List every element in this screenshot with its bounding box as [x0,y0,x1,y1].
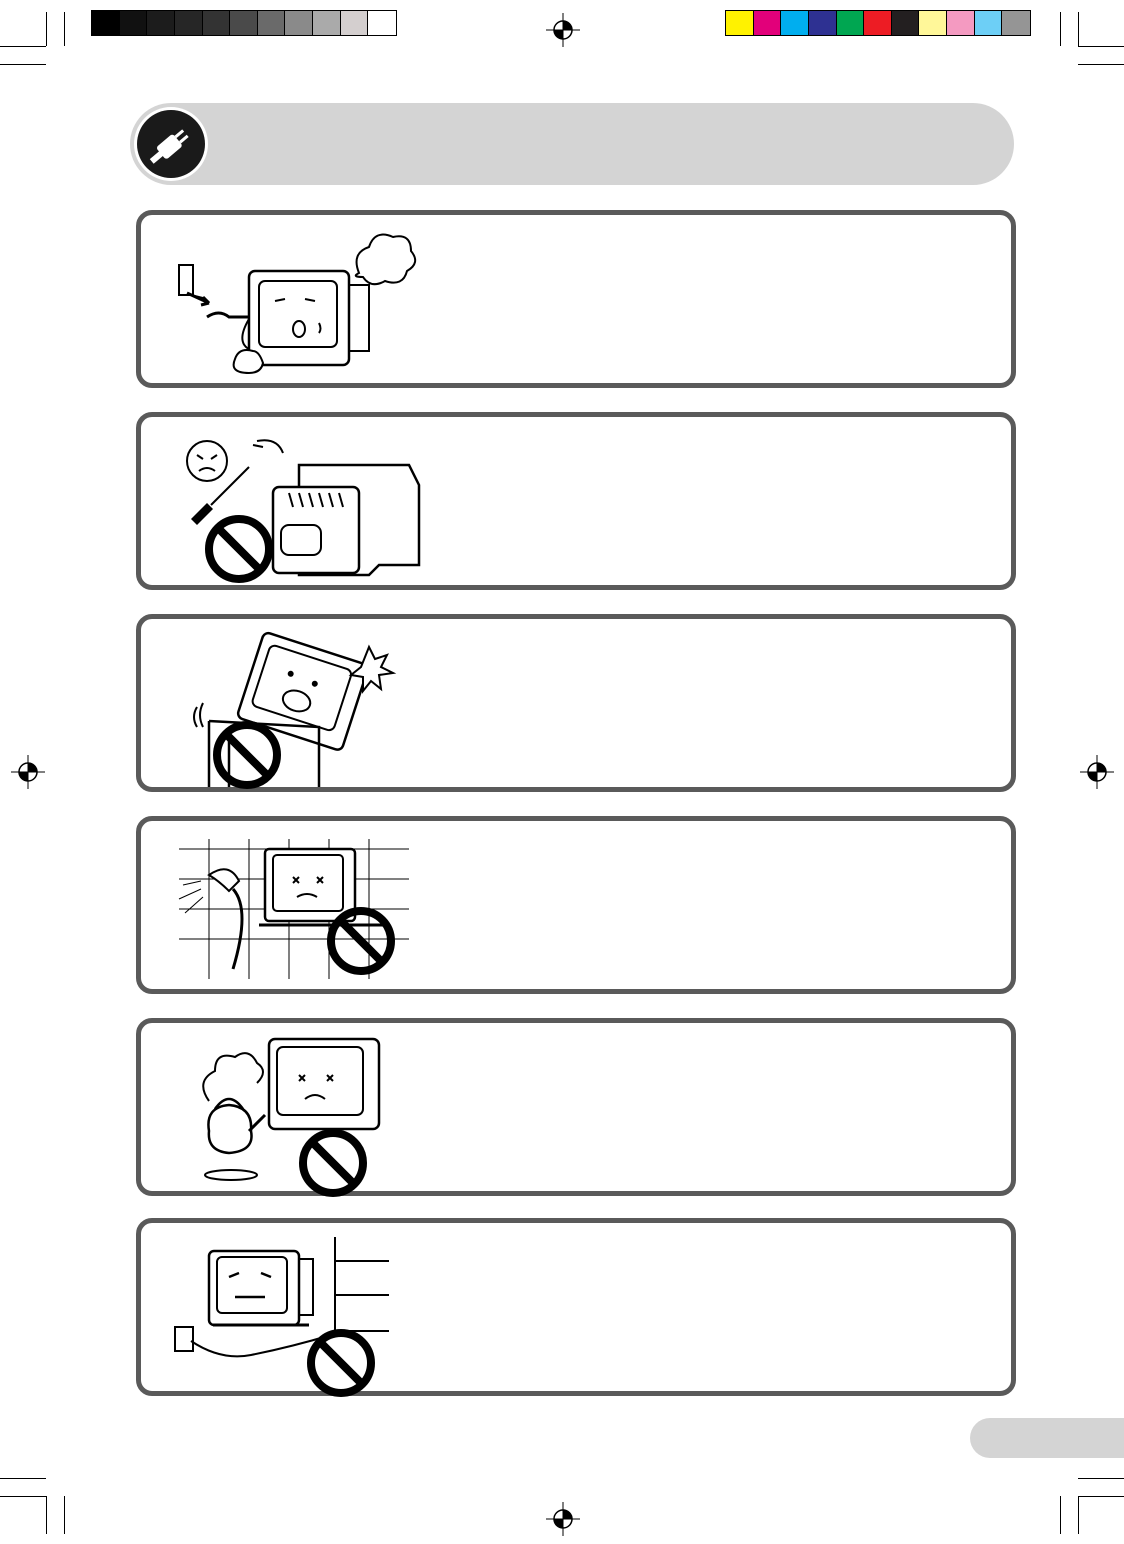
color-swatch [203,11,231,35]
warning-panel [136,1218,1016,1396]
crop-mark [0,1478,46,1479]
crop-mark [1060,12,1061,46]
crop-mark [0,1496,46,1497]
warning-panel [136,412,1016,590]
crop-mark [1078,1496,1079,1534]
color-swatch [919,11,947,35]
crop-mark [1078,1496,1124,1497]
color-swatch [368,11,396,35]
color-swatch [258,11,286,35]
grayscale-color-bar [91,10,397,36]
registration-mark-icon [1080,755,1114,789]
color-swatch [837,11,865,35]
color-swatch [809,11,837,35]
crop-mark [1078,1478,1124,1479]
page-number-tab [970,1418,1124,1458]
tv-bathroom-moisture-illustration [169,829,419,989]
tv-falling-unstable-stand-illustration [169,627,419,787]
color-swatch [947,11,975,35]
tv-kettle-steam-illustration [169,1031,419,1191]
color-swatch [92,11,120,35]
section-header [130,103,1014,185]
crop-mark [1078,64,1124,65]
warning-panel [136,210,1016,388]
color-swatch [1002,11,1030,35]
color-swatch [147,11,175,35]
process-color-bar [725,10,1031,36]
color-swatch [230,11,258,35]
color-swatch [313,11,341,35]
color-swatch [341,11,369,35]
crop-mark [1078,46,1124,47]
tv-unplug-smoke-illustration [169,223,419,383]
color-swatch [975,11,1003,35]
tv-cable-pinched-illustration [169,1231,419,1391]
color-swatch [120,11,148,35]
crop-mark [0,64,46,65]
crop-mark [46,12,47,46]
crop-mark [1060,1496,1061,1534]
color-swatch [726,11,754,35]
color-swatch [285,11,313,35]
tv-screwdriver-no-disassembly-illustration [169,425,419,585]
color-swatch [892,11,920,35]
plug-icon [134,107,208,181]
crop-mark [46,1496,47,1534]
registration-mark-icon [546,13,580,47]
crop-mark [64,12,65,46]
warning-panel [136,1018,1016,1196]
warning-panel [136,614,1016,792]
color-swatch [781,11,809,35]
plug-badge [134,107,208,181]
registration-mark-icon [546,1502,580,1536]
warning-panel [136,816,1016,994]
crop-mark [0,46,46,47]
color-swatch [864,11,892,35]
registration-mark-icon [11,755,45,789]
color-swatch [175,11,203,35]
crop-mark [64,1496,65,1534]
crop-mark [1078,12,1079,46]
color-swatch [754,11,782,35]
